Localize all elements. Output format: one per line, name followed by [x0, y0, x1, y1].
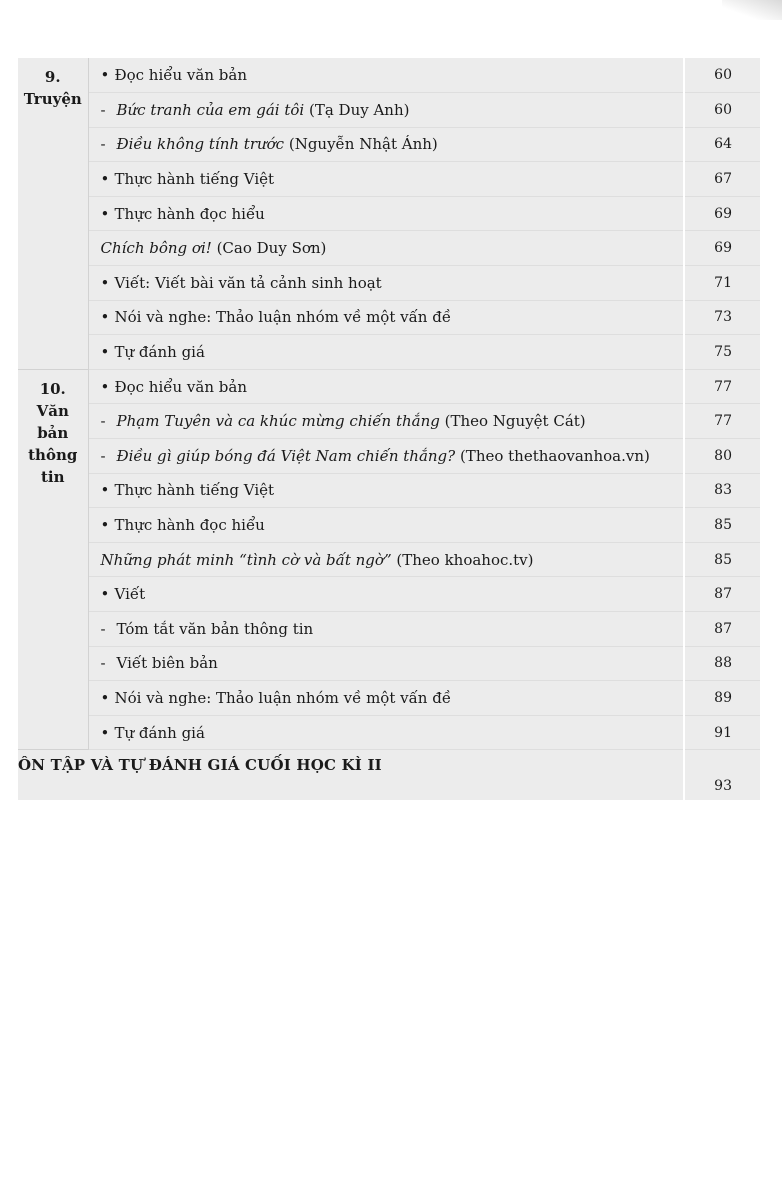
table-of-contents [18, 58, 760, 800]
entry-source: (Tạ Duy Anh) [304, 100, 410, 119]
page-number: 89 [684, 681, 760, 716]
entry-title: Chích bông ơi! [100, 239, 212, 258]
toc-entry [88, 266, 684, 301]
toc-row [18, 439, 760, 474]
entry-source: (Theo khoahoc.tv) [391, 550, 534, 569]
entry-text: Thực hành đọc hiểu [114, 204, 265, 223]
entry-text: Tự đánh giá [114, 723, 205, 742]
toc-entry [88, 508, 684, 543]
toc-row [18, 646, 760, 681]
toc-entry [88, 612, 684, 647]
unit-heading-line: thông [28, 445, 78, 464]
page-number: 60 [684, 58, 760, 93]
toc-row [18, 612, 760, 647]
entry-title: Bức tranh của em gái tôi [116, 100, 305, 119]
page-number: 75 [684, 335, 760, 370]
toc-entry [88, 231, 684, 266]
toc-row [18, 577, 760, 612]
page-number: 93 [684, 750, 760, 800]
page-number: 71 [684, 266, 760, 301]
bullet-icon: • [100, 343, 110, 362]
bullet-icon: • [100, 204, 110, 223]
bullet-icon: • [100, 516, 110, 535]
bullet-icon: • [100, 481, 110, 500]
page-number: 88 [684, 646, 760, 681]
toc-row [18, 715, 760, 750]
toc-entry [88, 681, 684, 716]
entry-text: Thực hành tiếng Việt [114, 481, 275, 500]
page-number: 69 [684, 231, 760, 266]
page-number: 85 [684, 542, 760, 577]
dash-marker: - [100, 654, 106, 673]
entry-source: (Theo Nguyệt Cát) [439, 412, 586, 431]
entry-source: (Theo thethaovanhoa.vn) [455, 446, 650, 465]
toc-entry [88, 335, 684, 370]
dash-marker: - [100, 446, 106, 465]
toc-row [18, 300, 760, 335]
bullet-icon: • [100, 308, 110, 327]
toc-entry [88, 127, 684, 162]
toc-row [18, 542, 760, 577]
unit-heading-line: bản [37, 423, 69, 442]
toc-entry [88, 646, 684, 681]
page-number: 77 [684, 404, 760, 439]
bullet-icon: • [100, 377, 110, 396]
page-number: 64 [684, 127, 760, 162]
entry-text: Đọc hiểu văn bản [114, 377, 247, 396]
page-number: 85 [684, 508, 760, 543]
entry-title: Điều không tính trước [116, 135, 285, 154]
dash-marker: - [100, 100, 106, 119]
toc-entry [88, 473, 684, 508]
toc-row [18, 127, 760, 162]
bullet-icon: • [100, 723, 110, 742]
dash-marker: - [100, 135, 106, 154]
unit-heading-line: 9. [44, 68, 61, 86]
toc-entry [88, 439, 684, 474]
page-number: 87 [684, 577, 760, 612]
toc-entry [88, 58, 684, 93]
entry-source: (Cao Duy Sơn) [211, 239, 327, 258]
dash-marker: - [100, 619, 106, 638]
toc-entry [88, 577, 684, 612]
toc-row [18, 369, 760, 404]
entry-text: Viết [114, 585, 146, 604]
entry-text: Tự đánh giá [114, 343, 205, 362]
final-review-heading: ÔN TẬP VÀ TỰ ĐÁNH GIÁ CUỐI HỌC KÌ II [18, 756, 382, 775]
bullet-icon: • [100, 585, 110, 604]
entry-text: Viết biên bản [116, 654, 218, 673]
page-number: 60 [684, 93, 760, 128]
toc-final-row [18, 750, 760, 800]
page-number: 69 [684, 196, 760, 231]
toc-row [18, 681, 760, 716]
toc-entry [88, 715, 684, 750]
unit-heading-line: Văn [36, 401, 69, 420]
toc-row [18, 266, 760, 301]
bullet-icon: • [100, 170, 110, 189]
entry-text: Thực hành tiếng Việt [114, 170, 275, 189]
page-number: 87 [684, 612, 760, 647]
toc-entry [88, 369, 684, 404]
entry-source: (Nguyễn Nhật Ánh) [284, 135, 438, 154]
page-number: 80 [684, 439, 760, 474]
entry-text: Viết: Viết bài văn tả cảnh sinh hoạt [114, 273, 382, 292]
toc-row [18, 404, 760, 439]
entry-title: Những phát minh “tình cờ và bất ngờ” [100, 550, 392, 569]
entry-title: Phạm Tuyên và ca khúc mừng chiến thắng [116, 412, 440, 431]
unit-heading [18, 369, 88, 750]
toc-row [18, 231, 760, 266]
unit-heading-line: Truyện [23, 90, 82, 108]
toc-row [18, 508, 760, 543]
entry-text: Nói và nghe: Thảo luận nhóm về một vấn đề [114, 308, 452, 327]
page-number: 67 [684, 162, 760, 197]
page-number: 77 [684, 369, 760, 404]
unit-heading [18, 58, 88, 369]
toc-entry [88, 300, 684, 335]
unit-heading-line: 10. [39, 379, 66, 398]
page-number: 91 [684, 715, 760, 750]
toc-body [18, 58, 760, 800]
toc-row [18, 58, 760, 93]
toc-row [18, 162, 760, 197]
toc-row [18, 196, 760, 231]
page-number: 73 [684, 300, 760, 335]
entry-title: Điều gì giúp bóng đá Việt Nam chiến thắng? [116, 446, 456, 465]
dash-marker: - [100, 412, 106, 431]
bullet-icon: • [100, 273, 110, 292]
toc-row [18, 93, 760, 128]
toc-row [18, 335, 760, 370]
toc-entry [88, 404, 684, 439]
bullet-icon: • [100, 688, 110, 707]
toc-row [18, 473, 760, 508]
toc-entry [88, 93, 684, 128]
toc-entry [88, 542, 684, 577]
toc-entry [88, 162, 684, 197]
entry-text: Nói và nghe: Thảo luận nhóm về một vấn đề [114, 688, 452, 707]
entry-text: Đọc hiểu văn bản [114, 66, 247, 85]
unit-heading-line: tin [40, 467, 65, 486]
toc-entry [88, 196, 684, 231]
entry-text: Thực hành đọc hiểu [114, 516, 265, 535]
bullet-icon: • [100, 66, 110, 85]
page-corner-shadow [722, 0, 782, 20]
entry-text: Tóm tắt văn bản thông tin [116, 619, 314, 638]
page-number: 83 [684, 473, 760, 508]
